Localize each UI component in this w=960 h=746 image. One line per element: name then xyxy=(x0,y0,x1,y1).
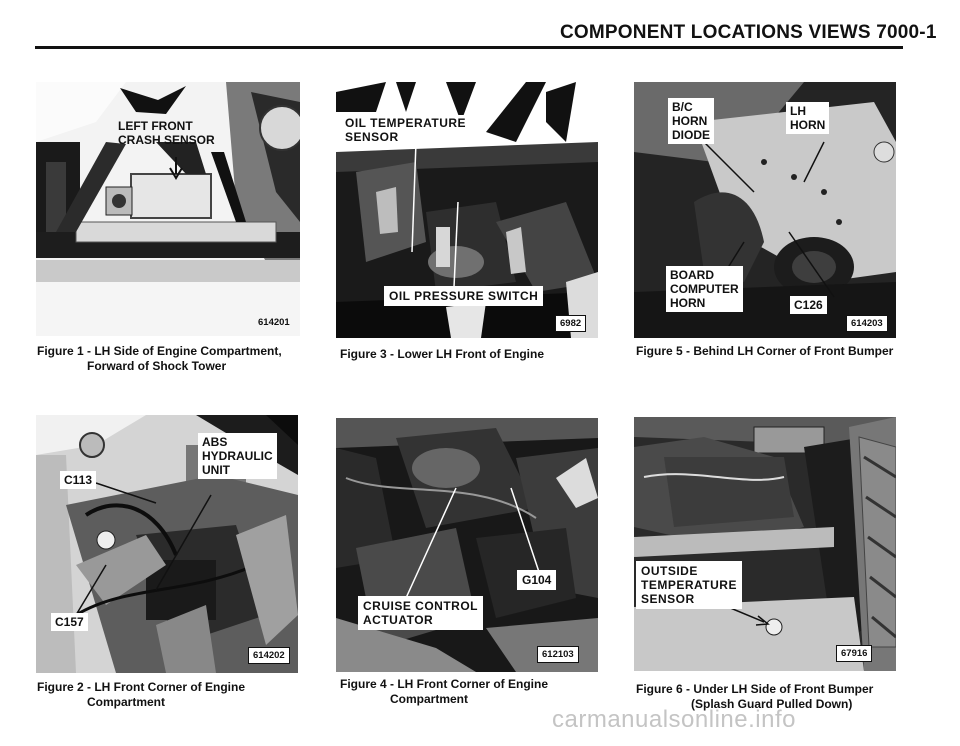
figure-3-photo xyxy=(336,82,598,338)
figure-2-photo xyxy=(36,415,298,673)
label-board-computer-horn: BOARD COMPUTER HORN xyxy=(666,266,743,312)
label-c157: C157 xyxy=(51,613,88,631)
figure-5-caption-line1: Figure 5 - Behind LH Corner of Front Bumper xyxy=(636,344,894,358)
label-c113: C113 xyxy=(60,471,96,489)
figure-3-caption-line1: Figure 3 - Lower LH Front of Engine xyxy=(340,347,544,361)
figure-6-caption-line1: Figure 6 - Under LH Side of Front Bumper xyxy=(636,682,874,696)
label-oil-temperature-sensor: OIL TEMPERATURE SENSOR xyxy=(341,115,470,145)
figure-5-photo xyxy=(634,82,896,338)
label-bc-horn-diode: B/C HORN DIODE xyxy=(668,98,714,144)
watermark: carmanualsonline.info xyxy=(552,706,796,733)
figure-1-caption-line2: Forward of Shock Tower xyxy=(87,359,227,373)
figure-4-image xyxy=(336,418,598,672)
label-left-front-crash-sensor: LEFT FRONT CRASH SENSOR xyxy=(118,119,215,147)
figure-1-photo xyxy=(36,82,300,336)
photo-number: 614202 xyxy=(248,647,290,664)
photo-number: 614201 xyxy=(258,317,290,328)
photo-number: 6982 xyxy=(555,315,586,332)
photo-number: 612103 xyxy=(537,646,579,663)
label-lh-horn: LH HORN xyxy=(786,102,829,134)
label-c126: C126 xyxy=(790,296,827,314)
figure-4-photo xyxy=(336,418,598,672)
photo-number: 67916 xyxy=(836,645,872,662)
photo-number: 614203 xyxy=(846,315,888,332)
label-outside-temperature-sensor: OUTSIDE TEMPERATURE SENSOR xyxy=(636,561,742,609)
page-header: COMPONENT LOCATIONS VIEWS 7000-1 xyxy=(560,22,937,43)
figure-6-caption-line2: (Splash Guard Pulled Down) xyxy=(691,697,853,711)
figure-1-caption-line1: Figure 1 - LH Side of Engine Compartment, xyxy=(37,344,282,358)
figure-2-caption-line2: Compartment xyxy=(87,695,166,709)
figure-2-caption-line1: Figure 2 - LH Front Corner of Engine xyxy=(37,680,245,694)
label-cruise-control-actuator: CRUISE CONTROL ACTUATOR xyxy=(358,596,483,630)
figure-4-caption-line1: Figure 4 - LH Front Corner of Engine xyxy=(340,677,548,691)
figure-6-image xyxy=(634,417,896,671)
figure-6-photo xyxy=(634,417,896,671)
label-oil-pressure-switch: OIL PRESSURE SWITCH xyxy=(384,286,543,306)
figure-4-caption-line2: Compartment xyxy=(390,692,469,706)
label-g104: G104 xyxy=(517,570,556,590)
label-abs-hydraulic-unit: ABS HYDRAULIC UNIT xyxy=(198,433,277,479)
header-rule xyxy=(35,46,903,49)
